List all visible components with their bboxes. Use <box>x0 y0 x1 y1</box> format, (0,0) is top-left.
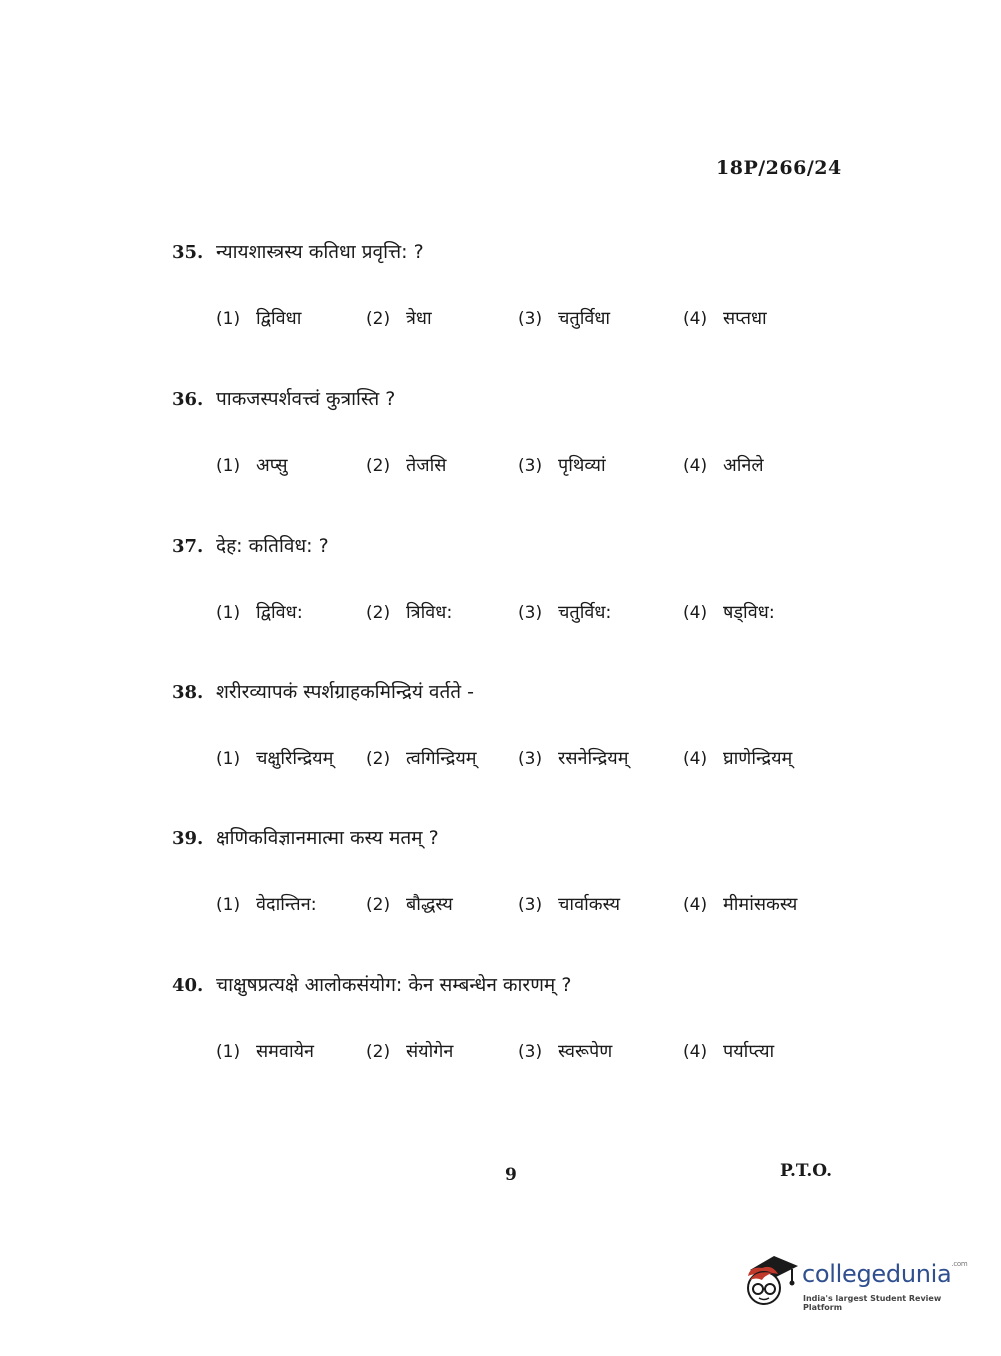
option-1 <box>216 892 317 916</box>
option-1 <box>216 1039 314 1063</box>
question-35 <box>172 238 892 340</box>
option-text: षड्विध: <box>723 602 775 623</box>
option-number: (3) <box>518 895 543 915</box>
option-4 <box>683 600 775 624</box>
option-3 <box>518 746 629 770</box>
option-number: (3) <box>518 309 543 329</box>
option-number: (2) <box>366 309 391 329</box>
options-list <box>216 892 892 926</box>
option-4 <box>683 1039 774 1063</box>
page-number: 9 <box>505 1165 517 1185</box>
option-number: (3) <box>518 1042 543 1062</box>
brand-tld: .com <box>951 1260 968 1268</box>
option-number: (2) <box>366 603 391 623</box>
option-number: (2) <box>366 456 391 476</box>
option-text: घ्राणेन्द्रियम् <box>723 748 793 769</box>
option-number: (3) <box>518 603 543 623</box>
option-number: (2) <box>366 749 391 769</box>
option-1 <box>216 453 288 477</box>
option-text: मीमांसकस्य <box>723 894 798 915</box>
question-text: क्षणिकविज्ञानमात्मा कस्य मतम् ? <box>216 827 439 849</box>
option-2 <box>366 1039 453 1063</box>
option-1 <box>216 600 303 624</box>
option-text: सप्तधा <box>723 308 767 329</box>
question-number: 37. <box>172 536 204 557</box>
option-2 <box>366 600 452 624</box>
option-text: रसनेन्द्रियम् <box>558 748 629 769</box>
question-number: 38. <box>172 682 204 703</box>
option-2 <box>366 746 477 770</box>
option-number: (1) <box>216 603 241 623</box>
option-2 <box>366 892 453 916</box>
option-text: अप्सु <box>256 455 288 476</box>
option-text: स्वरूपेण <box>558 1041 613 1062</box>
option-3 <box>518 892 620 916</box>
option-3 <box>518 453 606 477</box>
question-number: 39. <box>172 828 204 849</box>
option-number: (1) <box>216 895 241 915</box>
option-number: (4) <box>683 456 708 476</box>
question-37 <box>172 532 892 634</box>
option-text: द्विविधा <box>256 308 302 329</box>
options-list <box>216 306 892 340</box>
question-text: शरीरव्यापकं स्पर्शग्राहकमिन्द्रियं वर्तते - <box>216 681 475 703</box>
question-number: 35. <box>172 242 204 263</box>
option-number: (4) <box>683 895 708 915</box>
option-text: त्रेधा <box>406 308 432 329</box>
option-text: चार्वाकस्य <box>558 894 621 915</box>
question-38 <box>172 678 892 780</box>
option-text: अनिले <box>723 455 764 476</box>
mascot-logo-icon <box>742 1248 800 1310</box>
question-text: पाकजस्पर्शवत्त्वं कुत्रास्ति ? <box>216 388 396 410</box>
option-2 <box>366 453 446 477</box>
options-list <box>216 600 892 634</box>
paper-code: 18P/266/24 <box>716 157 842 179</box>
question-number: 40. <box>172 975 204 996</box>
option-number: (1) <box>216 749 241 769</box>
option-number: (2) <box>366 895 391 915</box>
option-number: (4) <box>683 603 708 623</box>
option-text: चक्षुरिन्द्रियम् <box>256 748 334 769</box>
option-number: (1) <box>216 456 241 476</box>
brand-tagline: India's largest Student Review Platform <box>803 1294 942 1312</box>
options-list <box>216 453 892 487</box>
option-number: (4) <box>683 749 708 769</box>
option-text: पृथिव्यां <box>558 455 606 476</box>
question-text: चाक्षुषप्रत्यक्षे आलोकसंयोग: केन सम्बन्धेन कारणम् ? <box>216 974 572 996</box>
option-2 <box>366 306 432 330</box>
option-number: (4) <box>683 309 708 329</box>
brand-text: collegedunia <box>802 1260 952 1288</box>
options-list <box>216 1039 892 1073</box>
option-3 <box>518 1039 612 1063</box>
option-text: वेदान्तिन: <box>256 894 317 915</box>
option-4 <box>683 453 764 477</box>
question-36 <box>172 385 892 487</box>
brand-name <box>802 1260 967 1288</box>
option-3 <box>518 306 610 330</box>
collegedunia-watermark <box>742 1248 972 1312</box>
option-text: चतुर्विध: <box>558 602 612 623</box>
option-text: संयोगेन <box>406 1041 454 1062</box>
option-text: बौद्धस्य <box>406 894 453 915</box>
option-text: चतुर्विधा <box>558 308 611 329</box>
pto-label: P.T.O. <box>780 1161 832 1181</box>
option-text: पर्याप्त्या <box>723 1041 775 1062</box>
options-list <box>216 746 892 780</box>
option-text: समवायेन <box>256 1041 315 1062</box>
option-text: त्वगिन्द्रियम् <box>406 748 477 769</box>
option-number: (1) <box>216 1042 241 1062</box>
option-number: (1) <box>216 309 241 329</box>
option-text: त्रिविध: <box>406 602 453 623</box>
option-number: (4) <box>683 1042 708 1062</box>
option-number: (3) <box>518 456 543 476</box>
option-number: (3) <box>518 749 543 769</box>
option-4 <box>683 306 767 330</box>
question-40 <box>172 971 892 1073</box>
option-number: (2) <box>366 1042 391 1062</box>
question-39 <box>172 824 892 926</box>
option-4 <box>683 746 792 770</box>
option-1 <box>216 306 301 330</box>
question-number: 36. <box>172 389 204 410</box>
option-3 <box>518 600 612 624</box>
option-text: द्विविध: <box>256 602 303 623</box>
option-4 <box>683 892 797 916</box>
option-1 <box>216 746 333 770</box>
question-text: देह: कतिविध: ? <box>216 535 329 557</box>
option-text: तेजसि <box>406 455 447 476</box>
question-text: न्यायशास्त्रस्य कतिधा प्रवृत्ति: ? <box>216 241 424 263</box>
